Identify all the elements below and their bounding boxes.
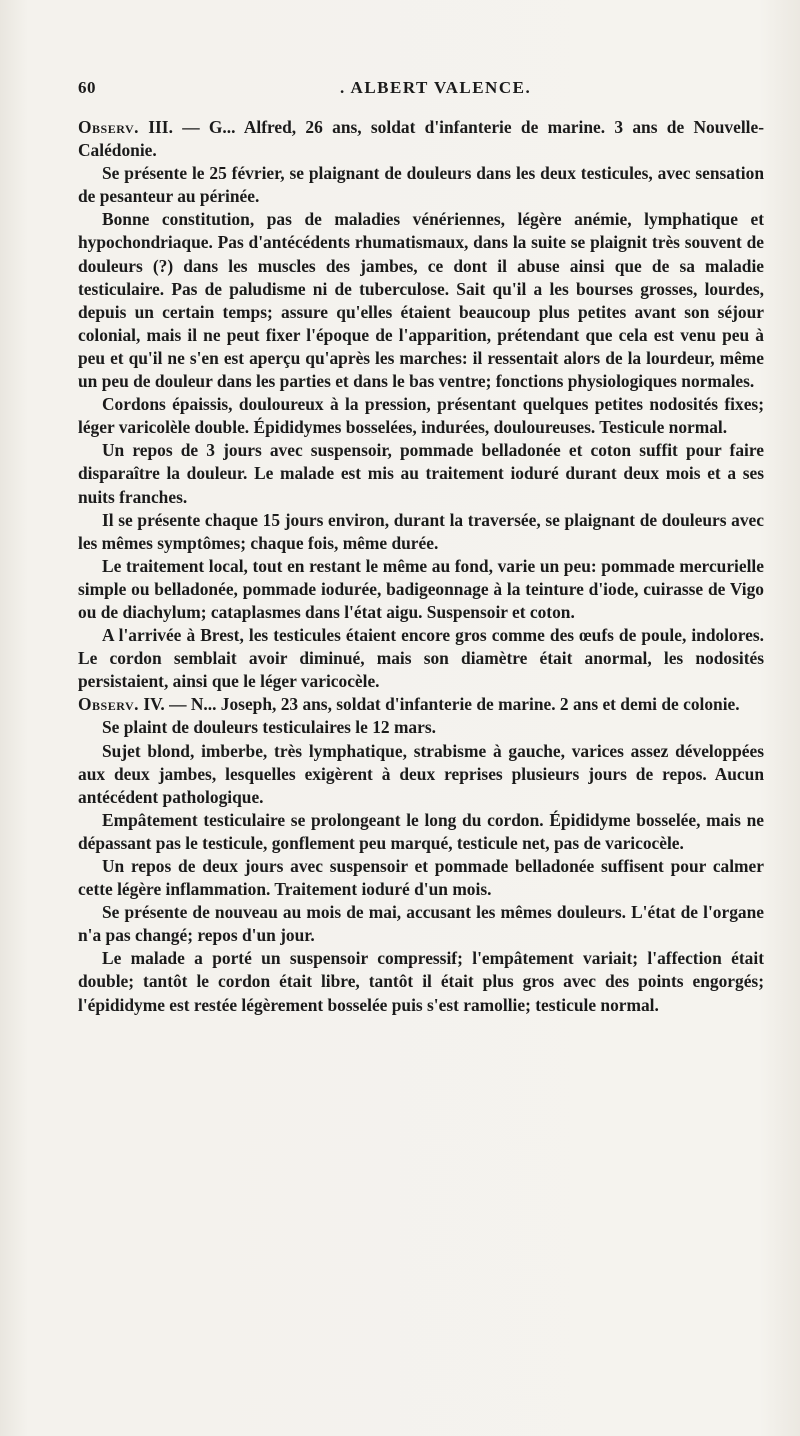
paragraph: Un repos de deux jours avec suspensoir et pommade belladonée suffisent pour calmer cette légère inflammation. Traitement ioduré d'un mois. bbox=[78, 856, 764, 900]
paragraph: Il se présente chaque 15 jours environ, durant la traversée, se plaignant de douleurs avec les mêmes symptômes; chaque fois, même durée. bbox=[78, 509, 764, 553]
running-head bbox=[78, 78, 764, 98]
page-number: 60 bbox=[78, 78, 96, 97]
paragraph: Le traitement local, tout en restant le même au fond, varie un peu: pommade mercurielle simple ou belladonée, pommade iodurée, badigeonnage à la teinture d'iode, cuirasse de Vigo ou de diachylum; cataplasmes dans l'état aigu. Suspensoir et coton. bbox=[78, 555, 764, 622]
running-title: . ALBERT VALENCE. bbox=[340, 78, 532, 97]
paragraph: Cordons épaissis, douloureux à la pression, présentant quelques petites nodosités fixes; léger varicolèle double. Épididymes bosselées, indurées, douloureuses. Testicule normal. bbox=[78, 394, 764, 438]
paragraph: Se présente de nouveau au mois de mai, accusant les mêmes douleurs. L'état de l'organe n'a pas changé; repos d'un jour. bbox=[78, 902, 764, 946]
observation-label: Observ. bbox=[78, 694, 139, 715]
paragraph: Le malade a porté un suspensoir compressif; l'empâtement variait; l'affection était double; tantôt le cordon était libre, tantôt il était plus gros avec des points engorgés; l'épididyme est restée légèrement bosselée puis s'est ramollie; testicule normal. bbox=[78, 948, 764, 1015]
body-text bbox=[78, 116, 764, 1017]
observation-label: Observ. bbox=[78, 117, 139, 137]
paragraph: Empâtement testiculaire se prolongeant le long du cordon. Épididyme bosselée, mais ne dépassant pas le testicule, gonflement peu marqué, testicule net, pas de varicocèle. bbox=[78, 809, 764, 853]
paragraph: A l'arrivée à Brest, les testicules étaient encore gros comme des œufs de poule, indolores. Le cordon semblait avoir diminué, mais son diamètre était anormal, les nodosités persistaient, ainsi que le léger varicocèle. bbox=[78, 625, 764, 692]
paragraph: Sujet blond, imberbe, très lymphatique, strabisme à gauche, varices assez développées aux deux jambes, lesquelles exigèrent à deux reprises plusieurs jours de repos. Aucun antécédent pathologique. bbox=[78, 740, 764, 807]
paragraph-observation-iv: Observ. IV. — N... Joseph, 23 ans, soldat d'infanterie de marine. 2 ans et demi de colonie. bbox=[78, 694, 740, 715]
paragraph: Se présente le 25 février, se plaignant de douleurs dans les deux testicules, avec sensation de pesanteur au périnée. bbox=[78, 163, 764, 207]
paragraph: Se plaint de douleurs testiculaires le 12 mars. bbox=[102, 717, 436, 738]
paragraph-observation-iii: Observ. III. — G... Alfred, 26 ans, soldat d'infanterie de marine. 3 ans de Nouvelle-Calédonie. bbox=[78, 117, 764, 161]
paragraph: Un repos de 3 jours avec suspensoir, pommade belladonée et coton suffit pour faire disparaître la douleur. Le malade est mis au traitement ioduré durant deux mois et a ses nuits franches. bbox=[78, 440, 764, 507]
paragraph: Bonne constitution, pas de maladies vénériennes, légère anémie, lymphatique et hypochondriaque. Pas d'antécédents rhumatismaux, dans la suite se plaignit très souvent de douleurs (?) dans les muscles des jambes, ce dont il abuse ainsi que de sa maladie testiculaire. Pas de paludisme ni de tuberculose. Sait qu'il a les bourses grosses, lourdes, depuis un certain temps; assure qu'elles étaient beaucoup plus petites avant son séjour colonial, mais il ne peut fixer l'époque de l'apparition, prétendant que cela est venu peu à peu et qu'il ne s'en est aperçu qu'après les marches: il ressentait alors de la lourdeur, même un peu de douleur dans les parties et dans le bas ventre; fonctions physiologiques normales. bbox=[78, 209, 764, 392]
